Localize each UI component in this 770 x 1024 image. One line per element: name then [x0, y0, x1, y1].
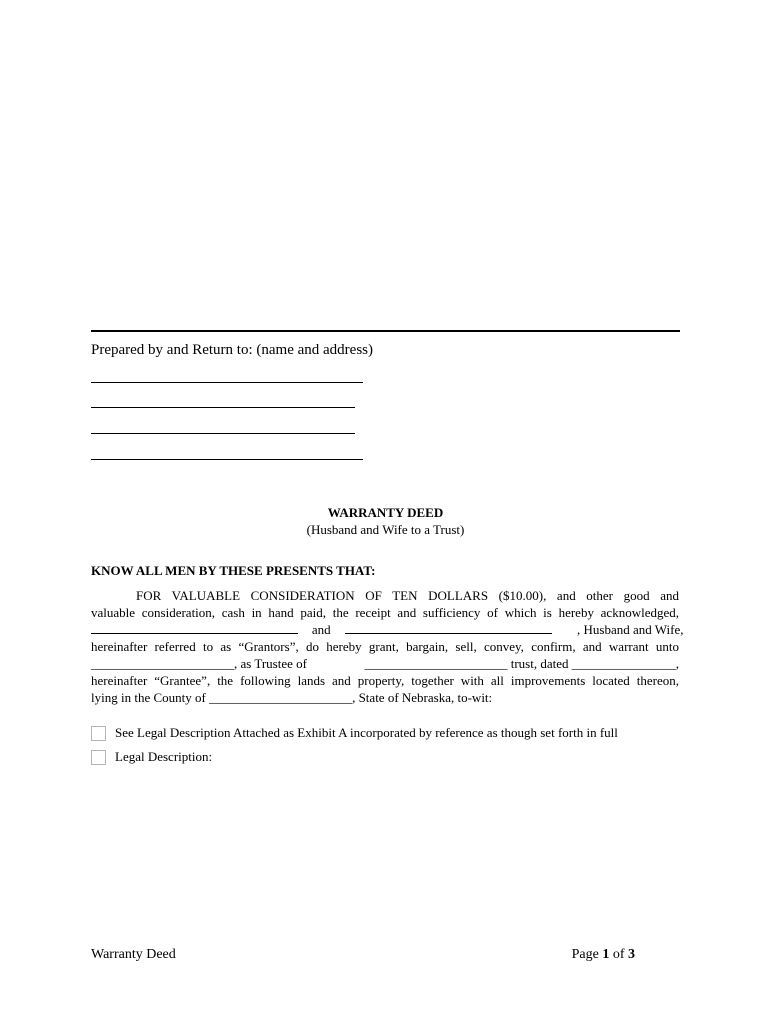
legal-description-checkbox[interactable]: [91, 750, 106, 765]
document-subtitle: (Husband and Wife to a Trust): [306, 522, 465, 537]
body-line-7: lying in the County of ______________________, State of Nebraska, to-wit:: [91, 690, 493, 705]
footer-doc-name: Warranty Deed: [91, 947, 176, 962]
body-line-2: valuable consideration, cash in hand paid, the receipt and sufficiency of which is hereby acknowledged,: [91, 605, 679, 620]
prepared-by-label: Prepared by and Return to: (name and address): [91, 342, 373, 358]
address-line-3[interactable]: [91, 433, 355, 434]
body-line-1: FOR VALUABLE CONSIDERATION OF TEN DOLLARS ($10.00), and other good and: [136, 588, 679, 603]
legal-description-label: Legal Description:: [115, 749, 213, 764]
grantor-1-blank[interactable]: [91, 622, 298, 634]
grantor-2-blank[interactable]: [345, 622, 552, 634]
page-of: of: [612, 947, 625, 962]
exhibit-label: See Legal Description Attached as Exhibit A incorporated by reference as though set forth in full: [115, 725, 618, 740]
address-line-4[interactable]: [91, 459, 363, 460]
document-title: WARRANTY DEED: [327, 505, 444, 520]
and-text: and: [311, 622, 331, 637]
legal-description-option: [91, 749, 212, 765]
exhibit-checkbox[interactable]: [91, 726, 106, 741]
total-pages: 3: [628, 947, 635, 962]
husband-wife-text: , Husband and Wife,: [577, 622, 684, 637]
know-all-men-heading: KNOW ALL MEN BY THESE PRESENTS THAT:: [91, 563, 376, 578]
trust-dated-text: ______________________ trust, dated ________________,: [364, 656, 679, 671]
body-line-5: [91, 655, 679, 672]
address-line-2[interactable]: [91, 407, 355, 408]
address-line-1[interactable]: [91, 382, 363, 383]
trustee-text: ______________________, as Trustee of: [91, 656, 307, 671]
body-line-3: [91, 621, 684, 638]
page-prefix: Page: [571, 947, 599, 962]
header-rule: [91, 330, 680, 332]
body-line-6: hereinafter “Grantee”, the following lands and property, together with all improvements located thereon,: [91, 673, 679, 688]
current-page: 1: [602, 947, 610, 962]
body-line-4: hereinafter referred to as “Grantors”, do hereby grant, bargain, sell, convey, confirm, and warrant unto: [91, 639, 679, 654]
footer-page-number: [572, 947, 635, 963]
exhibit-option: [91, 725, 618, 741]
